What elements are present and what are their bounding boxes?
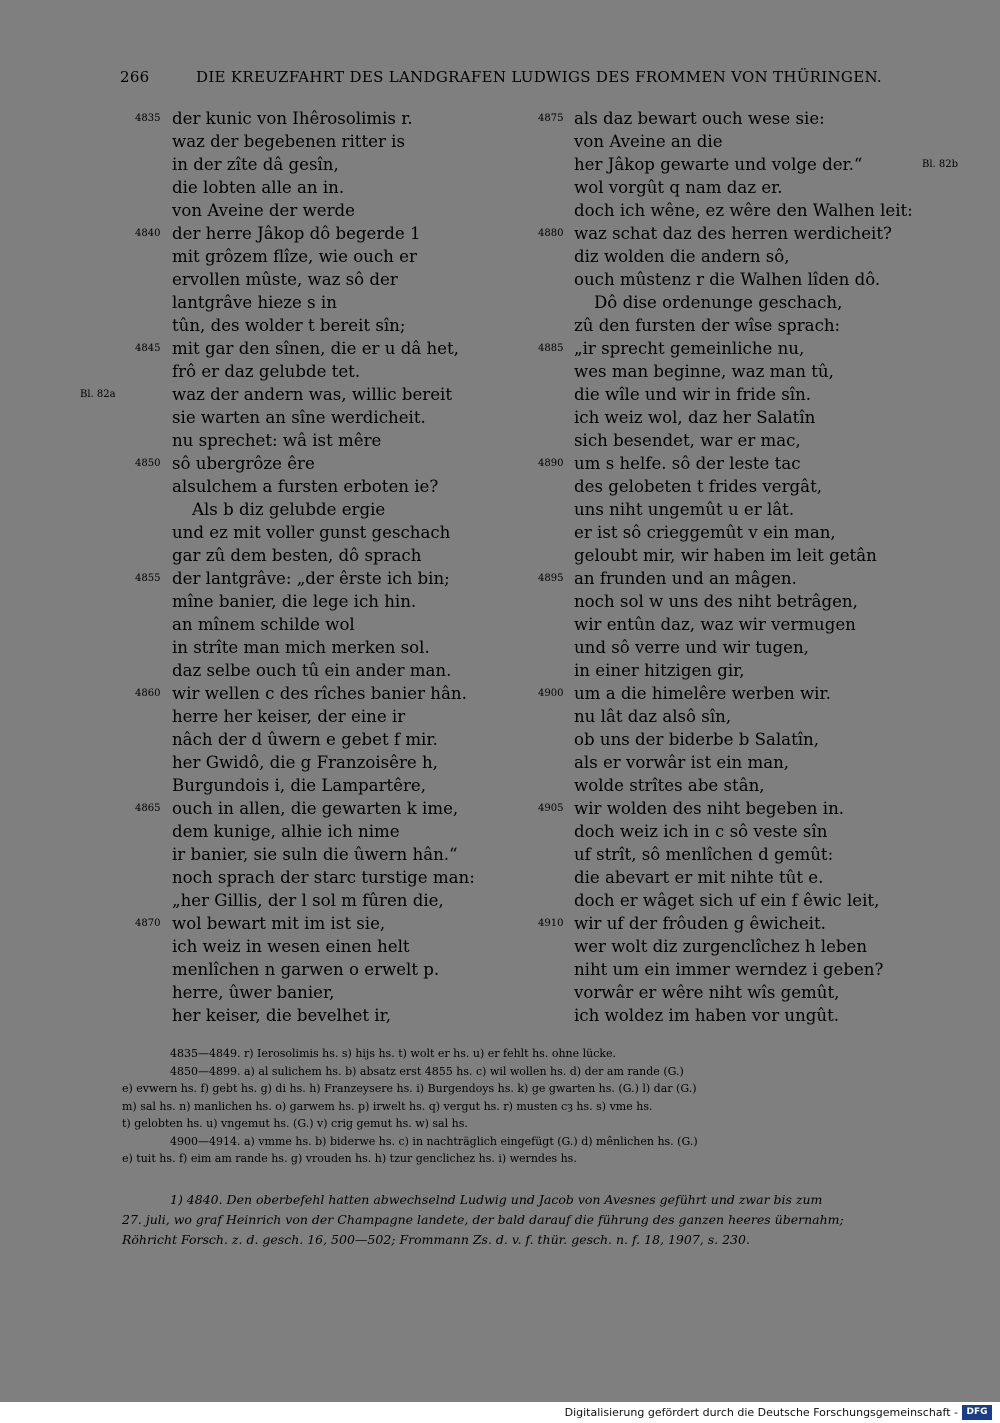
verse-text: wolde strîtes abe stân, — [574, 776, 765, 795]
verse-line — [60, 567, 500, 590]
apparatus-line: 4900—4914. a) vmme hs. b) biderwe hs. c) in nachträglich eingefügt (G.) d) mênlichen hs. (G.) — [170, 1134, 698, 1148]
verse-text: nu lât daz alsô sîn, — [574, 707, 732, 726]
verse-line — [525, 337, 1000, 360]
verse-line — [525, 130, 1000, 153]
verse-line — [60, 889, 500, 912]
footnote-line: Röhricht Forsch. z. d. gesch. 16, 500—502; Frommann Zs. d. v. f. thür. gesch. n. f. 18, 1907, s. 230. — [122, 1232, 750, 1247]
verse-text: und ez mit voller gunst geschach — [172, 523, 451, 542]
verse-line — [60, 751, 500, 774]
verse-text: doch ich wêne, ez wêre den Walhen leit: — [574, 201, 913, 220]
verse-text: „her Gillis, der l sol m fûren die, — [172, 891, 444, 910]
verse-line — [525, 981, 1000, 1004]
verse-text: uf strît, sô menlîchen d gemût: — [574, 845, 834, 864]
verse-text: uns niht ungemût u er lât. — [574, 500, 795, 519]
verse-line — [60, 843, 500, 866]
verse-line — [60, 360, 500, 383]
verse-text: der herre Jâkop dô begerde 1 — [172, 224, 421, 243]
verse-line — [60, 1004, 500, 1027]
verse-line — [60, 130, 500, 153]
verse-text: ich weiz in wesen einen helt — [172, 937, 410, 956]
verse-text: ob uns der biderbe b Salatîn, — [574, 730, 820, 749]
verse-text: daz selbe ouch tû ein ander man. — [172, 661, 452, 680]
running-title: DIE KREUZFAHRT DES LANDGRAFEN LUDWIGS DES FROMMEN VON THÜRINGEN. — [196, 68, 882, 86]
verse-line — [525, 153, 1000, 176]
verse-text: ich woldez im haben vor ungût. — [574, 1006, 840, 1025]
verse-text: von Aveine der werde — [172, 201, 355, 220]
verse-line — [60, 291, 500, 314]
verse-line — [525, 728, 1000, 751]
verse-line — [525, 498, 1000, 521]
footnote-line: 27. juli, wo graf Heinrich von der Champagne landete, der bald darauf die führung des ganzen heeres übernahm; — [122, 1212, 844, 1227]
verse-line — [525, 544, 1000, 567]
verse-line — [525, 705, 1000, 728]
verse-text: die lobten alle an in. — [172, 178, 345, 197]
verse-line — [525, 1004, 1000, 1027]
line-number: 4875 — [538, 113, 564, 124]
apparatus-line: 4835—4849. r) Ierosolimis hs. s) hijs hs. t) wolt er hs. u) er fehlt hs. ohne lücke. — [170, 1047, 617, 1060]
verse-text: ervollen mûste, waz sô der — [172, 270, 398, 289]
verse-text: noch sprach der starc turstige man: — [172, 868, 475, 887]
verse-text: noch sol w uns des niht betrâgen, — [574, 592, 858, 611]
verse-text: her Gwidô, die g Franzoisêre h, — [172, 753, 438, 772]
verse-line — [60, 452, 500, 475]
line-number: 4910 — [538, 918, 564, 929]
verse-line — [525, 751, 1000, 774]
line-number: 4890 — [538, 458, 564, 469]
verse-text: „ir sprecht gemeinliche nu, — [574, 339, 805, 358]
verse-text: mîne banier, die lege ich hin. — [172, 592, 417, 611]
verse-line — [60, 981, 500, 1004]
verse-line — [60, 544, 500, 567]
verse-line — [525, 774, 1000, 797]
verse-line — [60, 820, 500, 843]
verse-text: zû den fursten der wîse sprach: — [574, 316, 841, 335]
digitization-footer — [0, 1402, 1000, 1423]
line-number: 4855 — [135, 573, 161, 584]
verse-line — [525, 245, 1000, 268]
verse-text: tûn, des wolder t bereit sîn; — [172, 316, 406, 335]
verse-text: ir banier, sie suln die ûwern hân.“ — [172, 845, 458, 864]
verse-line — [60, 958, 500, 981]
verse-line — [60, 107, 500, 130]
verse-line — [525, 406, 1000, 429]
verse-line — [525, 567, 1000, 590]
verse-line — [60, 475, 500, 498]
verse-line — [525, 636, 1000, 659]
verse-line — [60, 728, 500, 751]
dfg-logo: DFG — [962, 1405, 992, 1420]
verse-text: der kunic von Ihêrosolimis r. — [172, 109, 413, 128]
verse-line — [525, 820, 1000, 843]
verse-text: der lantgrâve: „der êrste ich bin; — [172, 569, 450, 588]
line-number: 4850 — [135, 458, 161, 469]
verse-text: herre, ûwer banier, — [172, 983, 335, 1002]
verse-text: Dô dise ordenunge geschach, — [594, 293, 843, 312]
verse-line — [60, 406, 500, 429]
verse-text: her Jâkop gewarte und volge der.“ — [574, 155, 863, 174]
verse-line — [60, 521, 500, 544]
line-number: 4865 — [135, 803, 161, 814]
verse-text: wol vorgût q nam daz er. — [574, 178, 783, 197]
verse-line — [525, 199, 1000, 222]
verse-line — [525, 107, 1000, 130]
verse-text: waz der andern was, willic bereit — [172, 385, 453, 404]
verse-line — [60, 912, 500, 935]
verse-line — [525, 176, 1000, 199]
apparatus-line: e) tuit hs. f) eim am rande hs. g) vrouden hs. h) tzur genclichez hs. i) werndes hs. — [122, 1152, 577, 1165]
verse-text: Als b diz gelubde ergie — [192, 500, 386, 519]
verse-text: doch weiz ich in c sô veste sîn — [574, 822, 828, 841]
verse-text: sô ubergrôze êre — [172, 454, 315, 473]
verse-text: vorwâr er wêre niht wîs gemût, — [574, 983, 840, 1002]
verse-text: alsulchem a fursten erboten ie? — [172, 477, 439, 496]
verse-line — [60, 590, 500, 613]
verse-line — [60, 659, 500, 682]
verse-text: nâch der d ûwern e gebet f mir. — [172, 730, 438, 749]
verse-line — [525, 590, 1000, 613]
verse-line — [60, 153, 500, 176]
verse-line — [60, 268, 500, 291]
verse-text: wer wolt diz zurgenclîchez h leben — [574, 937, 868, 956]
apparatus-line: e) evwern hs. f) gebt hs. g) di hs. h) Franzeysere hs. i) Burgendoys hs. k) ge gwarten hs. (G.) l) dar (G.) — [122, 1082, 697, 1095]
verse-line — [60, 429, 500, 452]
verse-text: ich weiz wol, daz her Salatîn — [574, 408, 816, 427]
verse-line — [525, 314, 1000, 337]
verse-text: lantgrâve hieze s in — [172, 293, 337, 312]
verse-text: sich besendet, war er mac, — [574, 431, 801, 450]
line-number: 4885 — [538, 343, 564, 354]
line-number: 4835 — [135, 113, 161, 124]
verse-text: als daz bewart ouch wese sie: — [574, 109, 825, 128]
verse-text: waz schat daz des herren werdicheit? — [574, 224, 892, 243]
line-number: 4860 — [135, 688, 161, 699]
verse-line — [60, 774, 500, 797]
verse-line — [60, 245, 500, 268]
verse-line — [60, 383, 500, 406]
verse-text: von Aveine an die — [574, 132, 723, 151]
verse-text: herre her keiser, der eine ir — [172, 707, 406, 726]
verse-text: niht um ein immer werndez i geben? — [574, 960, 884, 979]
verse-text: an frunden und an mâgen. — [574, 569, 797, 588]
verse-text: Burgundois i, die Lampartêre, — [172, 776, 427, 795]
verse-line — [525, 291, 1000, 314]
verse-text: er ist sô crieggemût v ein man, — [574, 523, 836, 542]
line-number: 4895 — [538, 573, 564, 584]
verse-text: sie warten an sîne werdicheit. — [172, 408, 426, 427]
folio-marker: Bl. 82b — [922, 159, 959, 170]
apparatus-line: m) sal hs. n) manlichen hs. o) garwem hs. p) irwelt hs. q) vergut hs. r) musten cȝ hs. s) vme hs. — [122, 1099, 653, 1113]
verse-text: menlîchen n garwen o erwelt p. — [172, 960, 440, 979]
verse-line — [525, 452, 1000, 475]
verse-line — [60, 314, 500, 337]
page-header — [120, 68, 882, 90]
verse-text: in strîte man mich merken sol. — [172, 638, 430, 657]
verse-line — [60, 199, 500, 222]
verse-line — [525, 912, 1000, 935]
verse-line — [525, 613, 1000, 636]
verse-line — [60, 222, 500, 245]
verse-line — [525, 360, 1000, 383]
verse-line — [60, 705, 500, 728]
verse-text: geloubt mir, wir haben im leit getân — [574, 546, 877, 565]
line-number: 4900 — [538, 688, 564, 699]
verse-text: wol bewart mit im ist sie, — [172, 914, 386, 933]
verse-text: mit gar den sînen, die er u dâ het, — [172, 339, 459, 358]
verse-text: an mînem schilde wol — [172, 615, 355, 634]
verse-text: um a die himelêre werben wir. — [574, 684, 831, 703]
verse-line — [525, 958, 1000, 981]
apparatus-line: 4850—4899. a) al sulichem hs. b) absatz erst 4855 hs. c) wil wollen hs. d) der am rande (G.) — [170, 1064, 684, 1078]
apparatus-line: t) gelobten hs. u) vngemut hs. (G.) v) crig gemut hs. w) sal hs. — [122, 1117, 468, 1130]
verse-line — [525, 935, 1000, 958]
verse-text: die wîle und wir in fride sîn. — [574, 385, 812, 404]
page-number: 266 — [120, 68, 150, 86]
verse-text: in einer hitzigen gir, — [574, 661, 745, 680]
line-number: 4870 — [135, 918, 161, 929]
verse-text: wir entûn daz, waz wir vermugen — [574, 615, 856, 634]
verse-text: des gelobeten t frides vergât, — [574, 477, 823, 496]
verse-text: in der zîte dâ gesîn, — [172, 155, 339, 174]
verse-line — [525, 843, 1000, 866]
verse-text: wes man beginne, waz man tû, — [574, 362, 834, 381]
footer-credit: Digitalisierung gefördert durch die Deutsche Forschungsgemeinschaft - — [564, 1406, 958, 1419]
verse-line — [525, 659, 1000, 682]
verse-text: mit grôzem flîze, wie ouch er — [172, 247, 417, 266]
verse-line — [60, 613, 500, 636]
footnote-line: 1) 4840. Den oberbefehl hatten abwechselnd Ludwig und Jacob von Avesnes geführt und zwar bis zum — [170, 1192, 823, 1207]
verse-line — [60, 797, 500, 820]
verse-text: als er vorwâr ist ein man, — [574, 753, 790, 772]
verse-text: und sô verre und wir tugen, — [574, 638, 809, 657]
verse-line — [525, 383, 1000, 406]
verse-line — [525, 475, 1000, 498]
verse-text: her keiser, die bevelhet ir, — [172, 1006, 391, 1025]
verse-text: um s helfe. sô der leste tac — [574, 454, 801, 473]
verse-text: waz der begebenen ritter is — [172, 132, 405, 151]
verse-text: frô er daz gelubde tet. — [172, 362, 361, 381]
verse-line — [525, 521, 1000, 544]
verse-line — [60, 866, 500, 889]
verse-line — [525, 268, 1000, 291]
verse-line — [525, 222, 1000, 245]
line-number: 4905 — [538, 803, 564, 814]
verse-text: wir wellen c des rîches banier hân. — [172, 684, 467, 703]
verse-text: diz wolden die andern sô, — [574, 247, 790, 266]
verse-line — [525, 797, 1000, 820]
verse-text: die abevart er mit nihte tût e. — [574, 868, 824, 887]
verse-text: ouch mûstenz r die Walhen lîden dô. — [574, 270, 881, 289]
verse-line — [60, 337, 500, 360]
verse-line — [60, 636, 500, 659]
verse-line — [525, 866, 1000, 889]
verse-text: dem kunige, alhie ich nime — [172, 822, 400, 841]
verse-line — [525, 429, 1000, 452]
verse-line — [60, 935, 500, 958]
verse-text: nu sprechet: wâ ist mêre — [172, 431, 382, 450]
verse-text: ouch in allen, die gewarten k ime, — [172, 799, 459, 818]
verse-text: wir uf der frôuden g êwicheit. — [574, 914, 826, 933]
verse-line — [60, 682, 500, 705]
line-number: 4840 — [135, 228, 161, 239]
verse-text: doch er wâget sich uf ein f êwic leit, — [574, 891, 880, 910]
verse-line — [60, 498, 500, 521]
verse-text: wir wolden des niht begeben in. — [574, 799, 845, 818]
verse-line — [525, 682, 1000, 705]
verse-line — [60, 176, 500, 199]
verse-text: gar zû dem besten, dô sprach — [172, 546, 422, 565]
line-number: 4845 — [135, 343, 161, 354]
folio-marker: Bl. 82a — [80, 389, 116, 400]
verse-line — [525, 889, 1000, 912]
line-number: 4880 — [538, 228, 564, 239]
